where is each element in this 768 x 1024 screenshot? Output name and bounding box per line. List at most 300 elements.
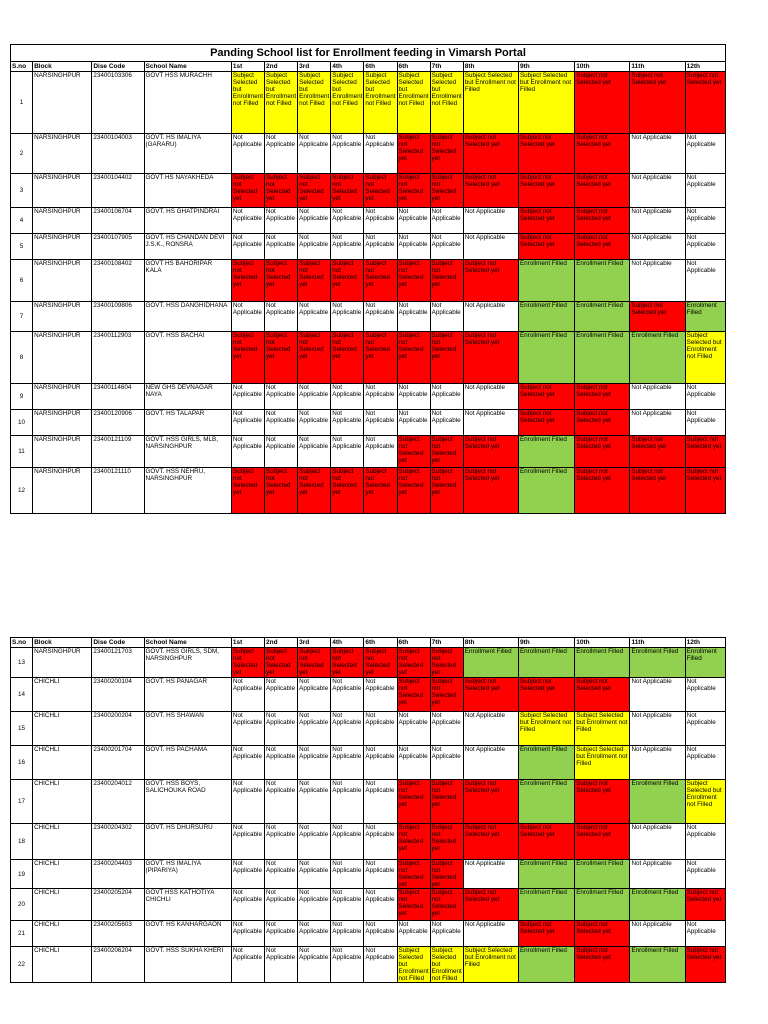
column-header: Block <box>33 62 92 72</box>
status-cell: Subject not Selected yet <box>630 436 685 468</box>
status-cell: Enrollment Filled <box>630 889 685 921</box>
status-cell: Subject not Selected yet <box>430 889 463 921</box>
status-cell: Subject not Selected yet <box>430 174 463 208</box>
status-cell: Subject not Selected yet <box>397 436 430 468</box>
status-cell: Not Applicable <box>685 384 725 410</box>
school-name-cell: GOVT. HSS SUKHA KHERI <box>144 947 231 983</box>
status-cell: Not Applicable <box>265 302 298 332</box>
status-cell: Not Applicable <box>298 947 331 983</box>
status-cell: Not Applicable <box>231 384 264 410</box>
column-header: 10th <box>575 62 630 72</box>
status-cell: Enrollment Filled <box>630 947 685 983</box>
status-cell: Subject not Selected yet <box>430 332 463 384</box>
pending-school-table-page2 <box>10 637 726 983</box>
status-cell: Enrollment Filled <box>518 648 574 678</box>
status-cell: Subject not Selected yet <box>265 174 298 208</box>
status-cell: Enrollment Filled <box>518 889 574 921</box>
status-cell: Subject Selected but Enrollment not Filled <box>575 712 630 746</box>
status-cell: Not Applicable <box>265 678 298 712</box>
column-header: 1st <box>231 638 264 648</box>
status-cell: Not Applicable <box>331 889 364 921</box>
status-cell: Enrollment Filled <box>630 648 685 678</box>
status-cell: Not Applicable <box>685 410 725 436</box>
status-cell: Not Applicable <box>364 302 397 332</box>
dise-code-cell: 23400204012 <box>92 780 144 824</box>
status-cell: Not Applicable <box>331 410 364 436</box>
status-cell: Subject not Selected yet <box>397 860 430 889</box>
status-cell: Enrollment Filled <box>630 780 685 824</box>
school-name-cell: NEW GHS DEVNAGAR NAYA <box>144 384 231 410</box>
dise-code-cell: 23400201704 <box>92 746 144 780</box>
status-cell: Not Applicable <box>265 746 298 780</box>
school-name-cell: GOVT. HS IMALIYA (GARARU) <box>144 134 231 174</box>
pending-school-table-page1 <box>10 44 726 514</box>
status-cell: Subject Selected but Enrollment not Filled <box>231 72 264 134</box>
status-cell: Enrollment Filled <box>518 780 574 824</box>
status-cell: Not Applicable <box>463 410 518 436</box>
status-cell: Subject not Selected yet <box>518 134 574 174</box>
school-name-cell: GOVT. HSS BOYS, SALICHOUKA ROAD <box>144 780 231 824</box>
status-cell: Not Applicable <box>331 712 364 746</box>
status-cell: Subject not Selected yet <box>364 648 397 678</box>
status-cell: Subject not Selected yet <box>364 332 397 384</box>
dise-code-cell: 23400206204 <box>92 947 144 983</box>
status-cell: Subject not Selected yet <box>231 648 264 678</box>
status-cell: Not Applicable <box>685 260 725 302</box>
status-cell: Enrollment Filled <box>575 260 630 302</box>
status-cell: Not Applicable <box>397 921 430 947</box>
status-cell: Not Applicable <box>630 384 685 410</box>
serial-number-cell: 6 <box>11 260 33 302</box>
status-cell: Not Applicable <box>298 921 331 947</box>
status-cell: Subject not Selected yet <box>575 384 630 410</box>
column-header: 1st <box>231 62 264 72</box>
block-cell: NARSINGHPUR <box>33 648 92 678</box>
status-cell: Enrollment Filled <box>575 648 630 678</box>
status-cell: Subject not Selected yet <box>463 468 518 514</box>
status-cell: Not Applicable <box>685 746 725 780</box>
status-cell: Subject not Selected yet <box>231 332 264 384</box>
block-cell: NARSINGHPUR <box>33 436 92 468</box>
status-cell: Enrollment Filled <box>518 947 574 983</box>
status-cell: Not Applicable <box>331 824 364 860</box>
dise-code-cell: 23400103306 <box>92 72 144 134</box>
status-cell: Subject not Selected yet <box>630 468 685 514</box>
status-cell: Subject not Selected yet <box>518 384 574 410</box>
dise-code-cell: 23400205204 <box>92 889 144 921</box>
block-cell: NARSINGHPUR <box>33 260 92 302</box>
block-cell: NARSINGHPUR <box>33 384 92 410</box>
status-cell: Subject not Selected yet <box>685 72 725 134</box>
status-cell: Enrollment Filled <box>685 648 725 678</box>
status-cell: Not Applicable <box>685 824 725 860</box>
status-cell: Subject not Selected yet <box>518 921 574 947</box>
table-row <box>11 947 726 983</box>
status-cell: Not Applicable <box>463 921 518 947</box>
status-cell: Not Applicable <box>364 780 397 824</box>
block-cell: NARSINGHPUR <box>33 208 92 234</box>
status-cell: Not Applicable <box>265 134 298 174</box>
status-cell: Subject not Selected yet <box>518 678 574 712</box>
status-cell: Subject not Selected yet <box>265 260 298 302</box>
status-cell: Not Applicable <box>331 746 364 780</box>
column-header: 6th <box>364 62 397 72</box>
table-row <box>11 134 726 174</box>
status-cell: Not Applicable <box>265 410 298 436</box>
status-cell: Not Applicable <box>265 712 298 746</box>
status-cell: Not Applicable <box>397 302 430 332</box>
status-cell: Subject not Selected yet <box>575 234 630 260</box>
table-body <box>11 648 726 983</box>
dise-code-cell: 23400121110 <box>92 468 144 514</box>
table-header <box>11 62 726 72</box>
status-cell: Subject not Selected yet <box>463 824 518 860</box>
block-cell: NARSINGHPUR <box>33 410 92 436</box>
status-cell: Not Applicable <box>397 384 430 410</box>
block-cell: CHICHLI <box>33 678 92 712</box>
serial-number-cell: 9 <box>11 384 33 410</box>
status-cell: Enrollment Filled <box>518 302 574 332</box>
status-cell: Not Applicable <box>685 208 725 234</box>
status-cell: Subject not Selected yet <box>397 260 430 302</box>
status-cell: Subject not Selected yet <box>331 174 364 208</box>
status-cell: Not Applicable <box>265 436 298 468</box>
status-cell: Subject not Selected yet <box>430 436 463 468</box>
status-cell: Subject Selected but Enrollment not Filled <box>398 947 429 982</box>
serial-number-cell: 11 <box>11 436 33 468</box>
status-cell: Not Applicable <box>397 746 430 780</box>
status-cell: Subject not Selected yet <box>685 947 725 983</box>
status-cell: Not Applicable <box>463 234 518 260</box>
status-cell: Not Applicable <box>397 410 430 436</box>
status-cell: Subject not Selected yet <box>397 134 430 174</box>
dise-code-cell: 23400108402 <box>92 260 144 302</box>
status-cell: Not Applicable <box>265 208 298 234</box>
table-row <box>11 678 726 712</box>
table-row <box>11 410 726 436</box>
status-cell: Not Applicable <box>231 889 264 921</box>
serial-number-cell: 8 <box>11 332 33 384</box>
status-cell: Subject Selected but Enrollment not Filled <box>685 332 725 384</box>
status-cell: Not Applicable <box>630 174 685 208</box>
block-cell: NARSINGHPUR <box>33 72 92 134</box>
status-cell: Subject not Selected yet <box>265 648 298 678</box>
status-cell: Subject not Selected yet <box>575 72 630 134</box>
status-cell: Not Applicable <box>430 410 463 436</box>
status-cell: Not Applicable <box>685 678 725 712</box>
school-name-cell: GOVT. HSS DANGHIDHANA <box>144 302 231 332</box>
status-cell: Not Applicable <box>364 678 397 712</box>
page-title: Panding School list for Enrollment feeding in Vimarsh Portal <box>11 45 726 62</box>
status-cell: Not Applicable <box>685 712 725 746</box>
status-cell: Subject not Selected yet <box>364 468 397 514</box>
status-cell: Not Applicable <box>298 302 331 332</box>
status-cell: Not Applicable <box>298 824 331 860</box>
block-cell: CHICHLI <box>33 921 92 947</box>
status-cell: Not Applicable <box>298 234 331 260</box>
status-cell: Subject not Selected yet <box>331 260 364 302</box>
status-cell: Subject not Selected yet <box>463 134 518 174</box>
serial-number-cell: 5 <box>11 234 33 260</box>
serial-number-cell: 14 <box>11 678 33 712</box>
status-cell: Not Applicable <box>685 860 725 889</box>
status-cell: Not Applicable <box>430 208 463 234</box>
status-cell: Subject not Selected yet <box>463 678 518 712</box>
status-cell: Subject not Selected yet <box>298 332 331 384</box>
status-cell: Subject not Selected yet <box>397 468 430 514</box>
status-cell: Not Applicable <box>630 678 685 712</box>
status-cell: Not Applicable <box>397 208 430 234</box>
status-cell: Not Applicable <box>231 824 264 860</box>
status-cell: Not Applicable <box>463 302 518 332</box>
column-header: 3rd <box>298 638 331 648</box>
status-cell: Subject not Selected yet <box>265 332 298 384</box>
status-cell: Not Applicable <box>630 134 685 174</box>
status-cell: Not Applicable <box>265 824 298 860</box>
column-header: Dise Code <box>92 638 144 648</box>
status-cell: Subject not Selected yet <box>298 260 331 302</box>
status-cell: Enrollment Filled <box>518 746 574 780</box>
serial-number-cell: 10 <box>11 410 33 436</box>
status-cell: Enrollment Filled <box>518 436 574 468</box>
status-cell: Not Applicable <box>231 712 264 746</box>
column-header: 8th <box>463 638 518 648</box>
column-header: 9th <box>518 62 574 72</box>
status-cell: Not Applicable <box>685 234 725 260</box>
dise-code-cell: 23400104003 <box>92 134 144 174</box>
status-cell: Subject not Selected yet <box>265 468 298 514</box>
school-name-cell: GOVT. HS PANAGAR <box>144 678 231 712</box>
status-cell: Not Applicable <box>298 134 331 174</box>
status-cell: Enrollment Filled <box>518 332 574 384</box>
school-name-cell: GOVT HSS MURACHH <box>144 72 231 134</box>
status-cell: Subject not Selected yet <box>518 174 574 208</box>
school-name-cell: GOVT HS NAYAKHEDA <box>144 174 231 208</box>
status-cell: Subject not Selected yet <box>463 780 518 824</box>
block-cell: NARSINGHPUR <box>33 174 92 208</box>
status-cell: Not Applicable <box>364 384 397 410</box>
status-cell: Subject not Selected yet <box>430 824 463 860</box>
status-cell: Not Applicable <box>430 921 463 947</box>
table-row <box>11 384 726 410</box>
school-name-cell: GOVT. HS PACHAMA <box>144 746 231 780</box>
status-cell: Not Applicable <box>430 234 463 260</box>
school-name-cell: GOVT. HS DHURSURU <box>144 824 231 860</box>
school-name-cell: GOVT. HS TALAPAR <box>144 410 231 436</box>
status-cell: Subject not Selected yet <box>630 72 685 134</box>
column-header: Dise Code <box>92 62 144 72</box>
status-cell: Subject Selected but Enrollment not Filled <box>265 72 298 134</box>
table-body <box>11 72 726 514</box>
dise-code-cell: 23400106704 <box>92 208 144 234</box>
status-cell: Not Applicable <box>231 302 264 332</box>
column-header: 2nd <box>265 638 298 648</box>
status-cell: Enrollment Filled <box>685 302 725 332</box>
column-header: School Name <box>144 638 231 648</box>
status-cell: Not Applicable <box>298 678 331 712</box>
serial-number-cell: 4 <box>11 208 33 234</box>
table-row <box>11 921 726 947</box>
status-cell: Subject not Selected yet <box>575 947 630 983</box>
status-cell: Enrollment Filled <box>518 468 574 514</box>
dise-code-cell: 23400120906 <box>92 410 144 436</box>
status-cell: Not Applicable <box>430 712 463 746</box>
status-cell: Not Applicable <box>331 234 364 260</box>
block-cell: NARSINGHPUR <box>33 468 92 514</box>
column-header: S.no <box>11 638 33 648</box>
table-row <box>11 780 726 824</box>
block-cell: CHICHLI <box>33 947 92 983</box>
status-cell: Not Applicable <box>364 947 397 983</box>
status-cell: Not Applicable <box>298 889 331 921</box>
status-cell: Not Applicable <box>298 780 331 824</box>
status-cell: Subject Selected but Enrollment not Filled <box>364 72 397 134</box>
column-header: Block <box>33 638 92 648</box>
dise-code-cell: 23400200204 <box>92 712 144 746</box>
status-cell: Subject not Selected yet <box>331 468 364 514</box>
status-cell: Subject Selected but Enrollment not Filled <box>431 947 462 982</box>
status-cell: Not Applicable <box>298 410 331 436</box>
status-cell: Subject Selected but Enrollment not Filled <box>298 72 331 134</box>
status-cell: Not Applicable <box>265 780 298 824</box>
block-cell: NARSINGHPUR <box>33 332 92 384</box>
status-cell: Subject not Selected yet <box>575 208 630 234</box>
status-cell: Not Applicable <box>463 208 518 234</box>
status-cell: Subject not Selected yet <box>430 780 463 824</box>
dise-code-cell: 23400205603 <box>92 921 144 947</box>
dise-code-cell: 23400121703 <box>92 648 144 678</box>
school-name-cell: GOVT HSS KATHOTIYA CHICHLI <box>144 889 231 921</box>
status-cell: Not Applicable <box>331 302 364 332</box>
column-header: 12th <box>685 638 725 648</box>
status-cell: Not Applicable <box>397 234 430 260</box>
column-header: 6th <box>364 638 397 648</box>
status-cell: Not Applicable <box>265 947 298 983</box>
status-cell: Not Applicable <box>630 824 685 860</box>
status-cell: Not Applicable <box>331 780 364 824</box>
status-cell: Subject Selected but Enrollment not Filled <box>518 72 574 134</box>
status-cell: Subject not Selected yet <box>397 678 430 712</box>
status-cell: Enrollment Filled <box>575 332 630 384</box>
status-cell: Subject not Selected yet <box>463 889 518 921</box>
table-row <box>11 208 726 234</box>
status-cell: Subject not Selected yet <box>397 824 430 860</box>
status-cell: Subject Selected but Enrollment not Filled <box>685 780 725 824</box>
status-cell: Subject not Selected yet <box>430 648 463 678</box>
status-cell: Subject Selected but Enrollment not Filled <box>430 72 463 134</box>
status-cell: Not Applicable <box>331 208 364 234</box>
column-header: 7th <box>430 62 463 72</box>
status-cell: Not Applicable <box>463 860 518 889</box>
status-cell: Not Applicable <box>463 384 518 410</box>
column-header: School Name <box>144 62 231 72</box>
dise-code-cell: 23400109806 <box>92 302 144 332</box>
serial-number-cell: 21 <box>11 921 33 947</box>
serial-number-cell: 12 <box>11 468 33 514</box>
status-cell: Not Applicable <box>231 746 264 780</box>
status-cell: Not Applicable <box>630 860 685 889</box>
status-cell: Not Applicable <box>298 384 331 410</box>
column-header: 7th <box>430 638 463 648</box>
status-cell: Subject not Selected yet <box>298 648 331 678</box>
status-cell: Subject not Selected yet <box>430 468 463 514</box>
status-cell: Not Applicable <box>364 208 397 234</box>
status-cell: Not Applicable <box>364 824 397 860</box>
status-cell: Not Applicable <box>685 921 725 947</box>
status-cell: Not Applicable <box>630 746 685 780</box>
status-cell: Not Applicable <box>231 860 264 889</box>
status-cell: Not Applicable <box>331 134 364 174</box>
dise-code-cell: 23400200104 <box>92 678 144 712</box>
status-cell: Not Applicable <box>331 947 364 983</box>
status-cell: Subject not Selected yet <box>575 134 630 174</box>
table-row <box>11 860 726 889</box>
status-cell: Not Applicable <box>364 234 397 260</box>
table-row <box>11 468 726 514</box>
status-cell: Subject not Selected yet <box>331 332 364 384</box>
dise-code-cell: 23400204302 <box>92 824 144 860</box>
status-cell: Subject Selected but Enrollment not Filled <box>463 947 518 983</box>
status-cell: Subject not Selected yet <box>430 678 463 712</box>
status-cell: Not Applicable <box>331 436 364 468</box>
block-cell: CHICHLI <box>33 712 92 746</box>
serial-number-cell: 2 <box>11 134 33 174</box>
status-cell: Not Applicable <box>331 384 364 410</box>
status-cell: Subject not Selected yet <box>231 260 264 302</box>
status-cell: Not Applicable <box>463 712 518 746</box>
status-cell: Subject not Selected yet <box>430 134 463 174</box>
status-cell: Subject not Selected yet <box>463 174 518 208</box>
column-header: 6th <box>397 638 430 648</box>
status-cell: Not Applicable <box>364 410 397 436</box>
status-cell: Not Applicable <box>231 678 264 712</box>
status-cell: Subject not Selected yet <box>685 468 725 514</box>
table-row <box>11 746 726 780</box>
column-header: 12th <box>685 62 725 72</box>
status-cell: Subject not Selected yet <box>331 648 364 678</box>
school-name-cell: GOVT. HS CHANDAN DEVI J.S.K., RONSRA <box>144 234 231 260</box>
status-cell: Subject not Selected yet <box>575 921 630 947</box>
status-cell: Not Applicable <box>463 746 518 780</box>
status-cell: Subject not Selected yet <box>430 260 463 302</box>
block-cell: CHICHLI <box>33 889 92 921</box>
block-cell: CHICHLI <box>33 860 92 889</box>
column-header: 4th <box>331 638 364 648</box>
status-cell: Not Applicable <box>630 260 685 302</box>
serial-number-cell: 22 <box>11 947 33 983</box>
status-cell: Subject not Selected yet <box>298 468 331 514</box>
table-header <box>11 638 726 648</box>
serial-number-cell: 1 <box>11 72 33 134</box>
column-header: 10th <box>575 638 630 648</box>
block-cell: CHICHLI <box>33 746 92 780</box>
status-cell: Not Applicable <box>265 921 298 947</box>
status-cell: Subject not Selected yet <box>518 234 574 260</box>
dise-code-cell: 23400104402 <box>92 174 144 208</box>
serial-number-cell: 3 <box>11 174 33 208</box>
status-cell: Enrollment Filled <box>518 260 574 302</box>
status-cell: Not Applicable <box>630 921 685 947</box>
status-cell: Subject Selected but Enrollment not Filled <box>463 72 518 134</box>
status-cell: Not Applicable <box>430 746 463 780</box>
status-cell: Subject not Selected yet <box>397 889 430 921</box>
status-cell: Enrollment Filled <box>518 860 574 889</box>
status-cell: Subject Selected but Enrollment not Filled <box>331 72 364 134</box>
status-cell: Not Applicable <box>364 712 397 746</box>
status-cell: Subject not Selected yet <box>685 436 725 468</box>
column-header: 11th <box>630 62 685 72</box>
status-cell: Subject not Selected yet <box>518 208 574 234</box>
